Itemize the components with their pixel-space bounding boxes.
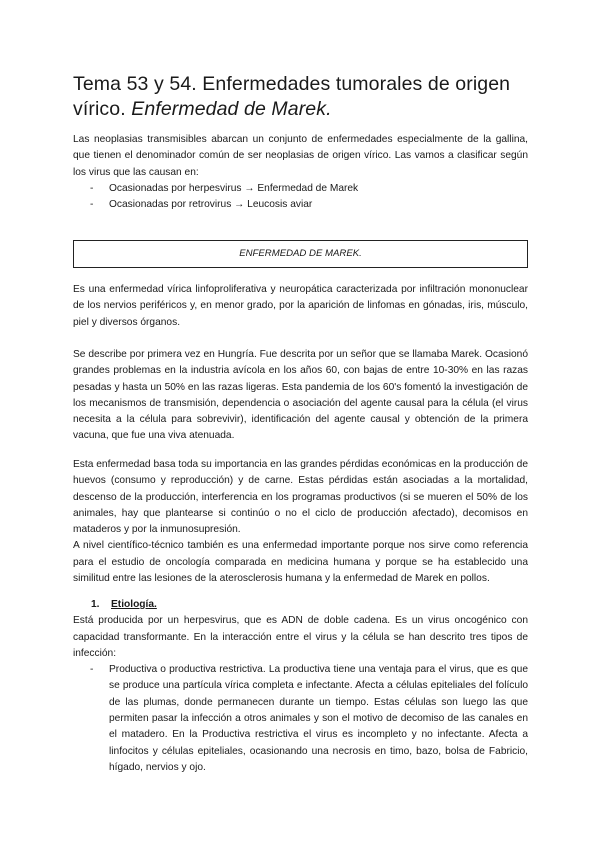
section-number: 1. [91, 599, 100, 610]
bullet-marker: - [90, 664, 94, 676]
bullet-text: Ocasionadas por herpesvirus → Enfermedad de Marek [109, 182, 359, 194]
bullet-marker: - [90, 182, 94, 194]
bullet-text: Ocasionadas por retrovirus → Leucosis aviar [109, 199, 313, 211]
section-title-box: ENFERMEDAD DE MAREK. [73, 240, 528, 268]
bullet-text: Productiva o productiva restrictiva. La productiva tiene una ventaja para el virus, que es que se produce una partícula vírica completa e infectante. Afecta a células epiteliales del folículo de las plumas, donde permanecen durante un tiempo. Estas células son luego las que permiten pasar la infección a otros animales y son el motivo de decomiso de las canales en el matadero. En la Productiva restrictiva el virus es incompleto y no infectante. Afecta a linfocitos y células epiteliales, ocasionando una necrosis en timo, bazo, bolsa de Fabricio, hígado, nervios y ojo. [109, 664, 528, 773]
section-heading [91, 597, 528, 613]
intro-bullet-list [73, 181, 528, 214]
section-etiology [73, 597, 528, 776]
list-item [73, 662, 528, 776]
paragraph: Es una enfermedad vírica linfoproliferativa y neuropática caracterizada por infiltración mononuclear de los nervios periféricos y, en menor grado, por la aparición de linfomas en gónadas, iris, músculo, piel y diversos órganos. [73, 284, 528, 328]
title-main: Tema 53 y 54. Enfermedades tumorales de origen vírico. [73, 73, 511, 120]
paragraph-definition [73, 282, 528, 331]
paragraph: Esta enfermedad basa toda su importancia en las grandes pérdidas económicas en la producción de huevos (consumo y reproducción) y de carne. Estas pérdidas están asociadas a la mortalidad, descenso de la producción, interferencia en los programas productivos (si se mueren el 50% de los animales, hay que plantearse si continúo o no el ciclo de producción afectado), decomisos en mataderos y por la inmunosupresión. [73, 459, 528, 536]
paragraph-importance [73, 457, 528, 587]
title-italic: Enfermedad de Marek. [131, 98, 332, 120]
etiology-bullet-list [73, 662, 528, 776]
paragraph: A nivel científico-técnico también es una enfermedad importante porque nos sirve como referencia para el estudio de oncología comparada en medicina humana y porque se ha establecido una similitud entre las lesiones de la aterosclerosis humana y la enfermedad de Marek en pollos. [73, 540, 528, 585]
intro-section [73, 132, 528, 213]
page-title [73, 72, 528, 122]
intro-paragraph: Las neoplasias transmisibles abarcan un conjunto de enfermedades especialmente de la gallina, que tienen el denominador común de ser neoplasias de origen vírico. Las vamos a clasificar según los virus que las causan en: [73, 134, 528, 178]
bullet-marker: - [90, 199, 94, 211]
paragraph: Se describe por primera vez en Hungría. Fue descrita por un señor que se llamaba Marek. Ocasionó grandes problemas en la industria avícola en los años 60, con bajas de entre 10-30% en las razas pesadas y hasta un 50% en las razas ligeras. Esta pandemia de los 60's fomentó la investigación de los mecanismos de transmisión, dependencia o asociación del agente causal para la célula (el virus necesita a la célula para sobrevivir), identificación del agente causal y obtención de la primera vacuna, que fue una viva atenuada. [73, 349, 528, 442]
paragraph-history [73, 347, 528, 445]
list-item [73, 181, 528, 197]
list-item [73, 197, 528, 213]
section-heading-text: Etiología. [111, 599, 157, 610]
paragraph: Está producida por un herpesvirus, que es ADN de doble cadena. Es un virus oncogénico con capacidad transformante. En la interacción entre el virus y la célula se han descrito tres tipos de infección: [73, 615, 528, 659]
